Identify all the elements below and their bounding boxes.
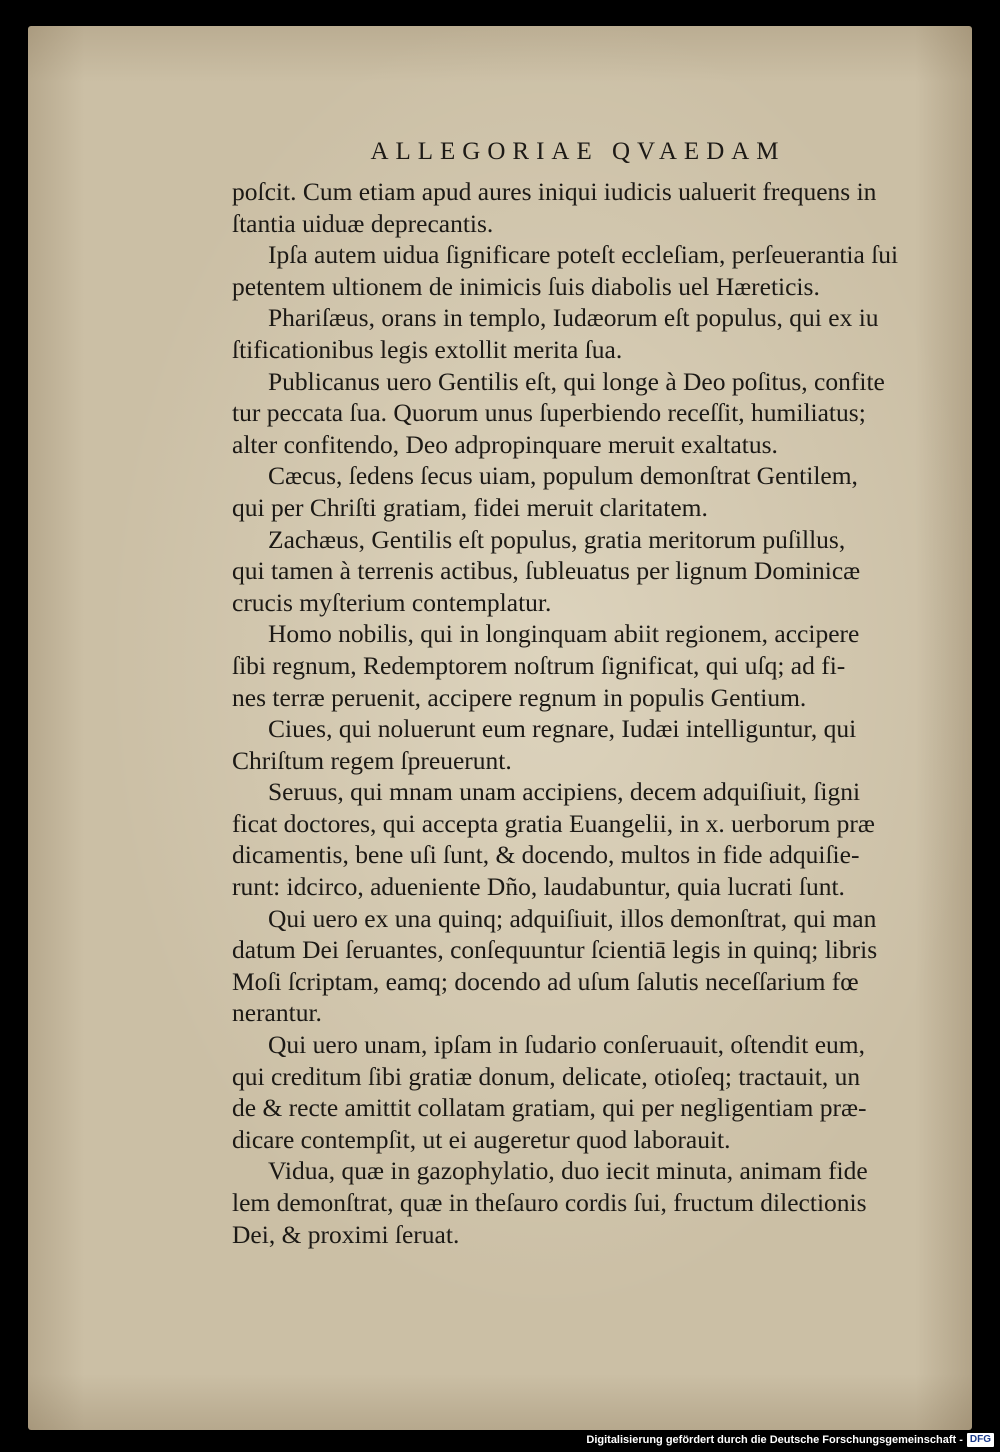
text-line: Cæcus, ſedens ſecus uiam, populum demonſtrat Gentilem, bbox=[268, 461, 858, 491]
digitization-credit bbox=[586, 1432, 994, 1448]
text-line: Dei, & proximi ſeruat. bbox=[232, 1219, 460, 1249]
text-line: Moſi ſcriptam, eamq; docendo ad uſum ſalutis neceſſarium fœ bbox=[232, 966, 859, 996]
text-line: petentem ultionem de inimicis ſuis diabolis uel Hæreticis. bbox=[232, 271, 820, 301]
text-line: Seruus, qui mnam unam accipiens, decem adquiſiuit, ſigni bbox=[268, 777, 861, 807]
text-line: ficat doctores, qui accepta gratia Euangelii, in x. uerborum præ bbox=[232, 808, 875, 838]
text-line: lem demonſtrat, quæ in theſauro cordis ſui, fructum dilectionis bbox=[232, 1188, 867, 1217]
dfg-logo-icon: DFG bbox=[967, 1433, 994, 1447]
text-line: qui tamen à terrenis actibus, ſubleuatus per lignum Dominicæ bbox=[232, 556, 861, 586]
text-line: alter confitendo, Deo adpropinquare meruit exaltatus. bbox=[232, 429, 778, 459]
text-line: nes terræ peruenit, accipere regnum in populis Gentium. bbox=[232, 682, 807, 712]
text-line: de & recte amittit collatam gratiam, qui per negligentiam præ- bbox=[232, 1093, 867, 1123]
credit-text: Digitalisierung gefördert durch die Deutsche Forschungsgemeinschaft - bbox=[586, 1434, 963, 1446]
text-line: datum Dei ſeruantes, conſequuntur ſcientiā legis in quinq; libris bbox=[232, 935, 878, 965]
text-line: nerantur. bbox=[232, 998, 322, 1028]
text-line: crucis myſterium contemplatur. bbox=[232, 587, 552, 617]
running-head: ALLEGORIAE QVAEDAM bbox=[370, 138, 786, 165]
text-line: Phariſæus, orans in templo, Iudæorum eſt populus, qui ex iu bbox=[268, 303, 879, 333]
text-line: ſtantia uiduæ deprecantis. bbox=[232, 208, 494, 238]
text-block bbox=[232, 176, 962, 1250]
text-line: dicamentis, bene uſi ſunt, & docendo, multos in fide adquiſie- bbox=[232, 840, 860, 870]
text-line: ſtificationibus legis extollit merita ſua. bbox=[232, 334, 623, 364]
text-line: qui creditum ſibi gratiæ donum, delicate, otioſeq; tractauit, un bbox=[232, 1061, 861, 1091]
text-line: Ciues, qui noluerunt eum regnare, Iudæi intelliguntur, qui bbox=[268, 714, 857, 744]
text-line: qui per Chriſti gratiam, fidei meruit claritatem. bbox=[232, 492, 708, 522]
text-line: Qui uero unam, ipſam in ſudario conſeruauit, oſtendit eum, bbox=[268, 1030, 865, 1060]
text-line: Homo nobilis, qui in longinquam abiit regionem, accipere bbox=[268, 619, 860, 649]
text-line: Publicanus uero Gentilis eſt, qui longe à Deo poſitus, confite bbox=[268, 366, 885, 396]
text-line: Vidua, quæ in gazophylatio, duo iecit minuta, animam fide bbox=[268, 1156, 868, 1186]
text-line: Ipſa autem uidua ſignificare poteſt eccleſiam, perſeuerantia ſui bbox=[268, 240, 899, 270]
text-line: Qui uero ex una quinq; adquiſiuit, illos demonſtrat, qui man bbox=[268, 903, 877, 933]
text-line: ſibi regnum, Redemptorem noſtrum ſignificat, qui uſq; ad fi- bbox=[232, 650, 846, 680]
text-line: tur peccata ſua. Quorum unus ſuperbiendo receſſit, humiliatus; bbox=[232, 398, 866, 428]
text-line: runt: idcirco, adueniente Dño, laudabuntur, quia lucrati ſunt. bbox=[232, 872, 845, 902]
text-line: poſcit. Cum etiam apud aures iniqui iudicis ualuerit frequens in bbox=[232, 177, 877, 206]
text-line: dicare contempſit, ut ei augeretur quod laborauit. bbox=[232, 1124, 731, 1154]
text-line: Zachæus, Gentilis eſt populus, gratia meritorum puſillus, bbox=[268, 524, 846, 554]
text-line: Chriſtum regem ſpreuerunt. bbox=[232, 745, 512, 775]
book-page bbox=[28, 26, 972, 1430]
